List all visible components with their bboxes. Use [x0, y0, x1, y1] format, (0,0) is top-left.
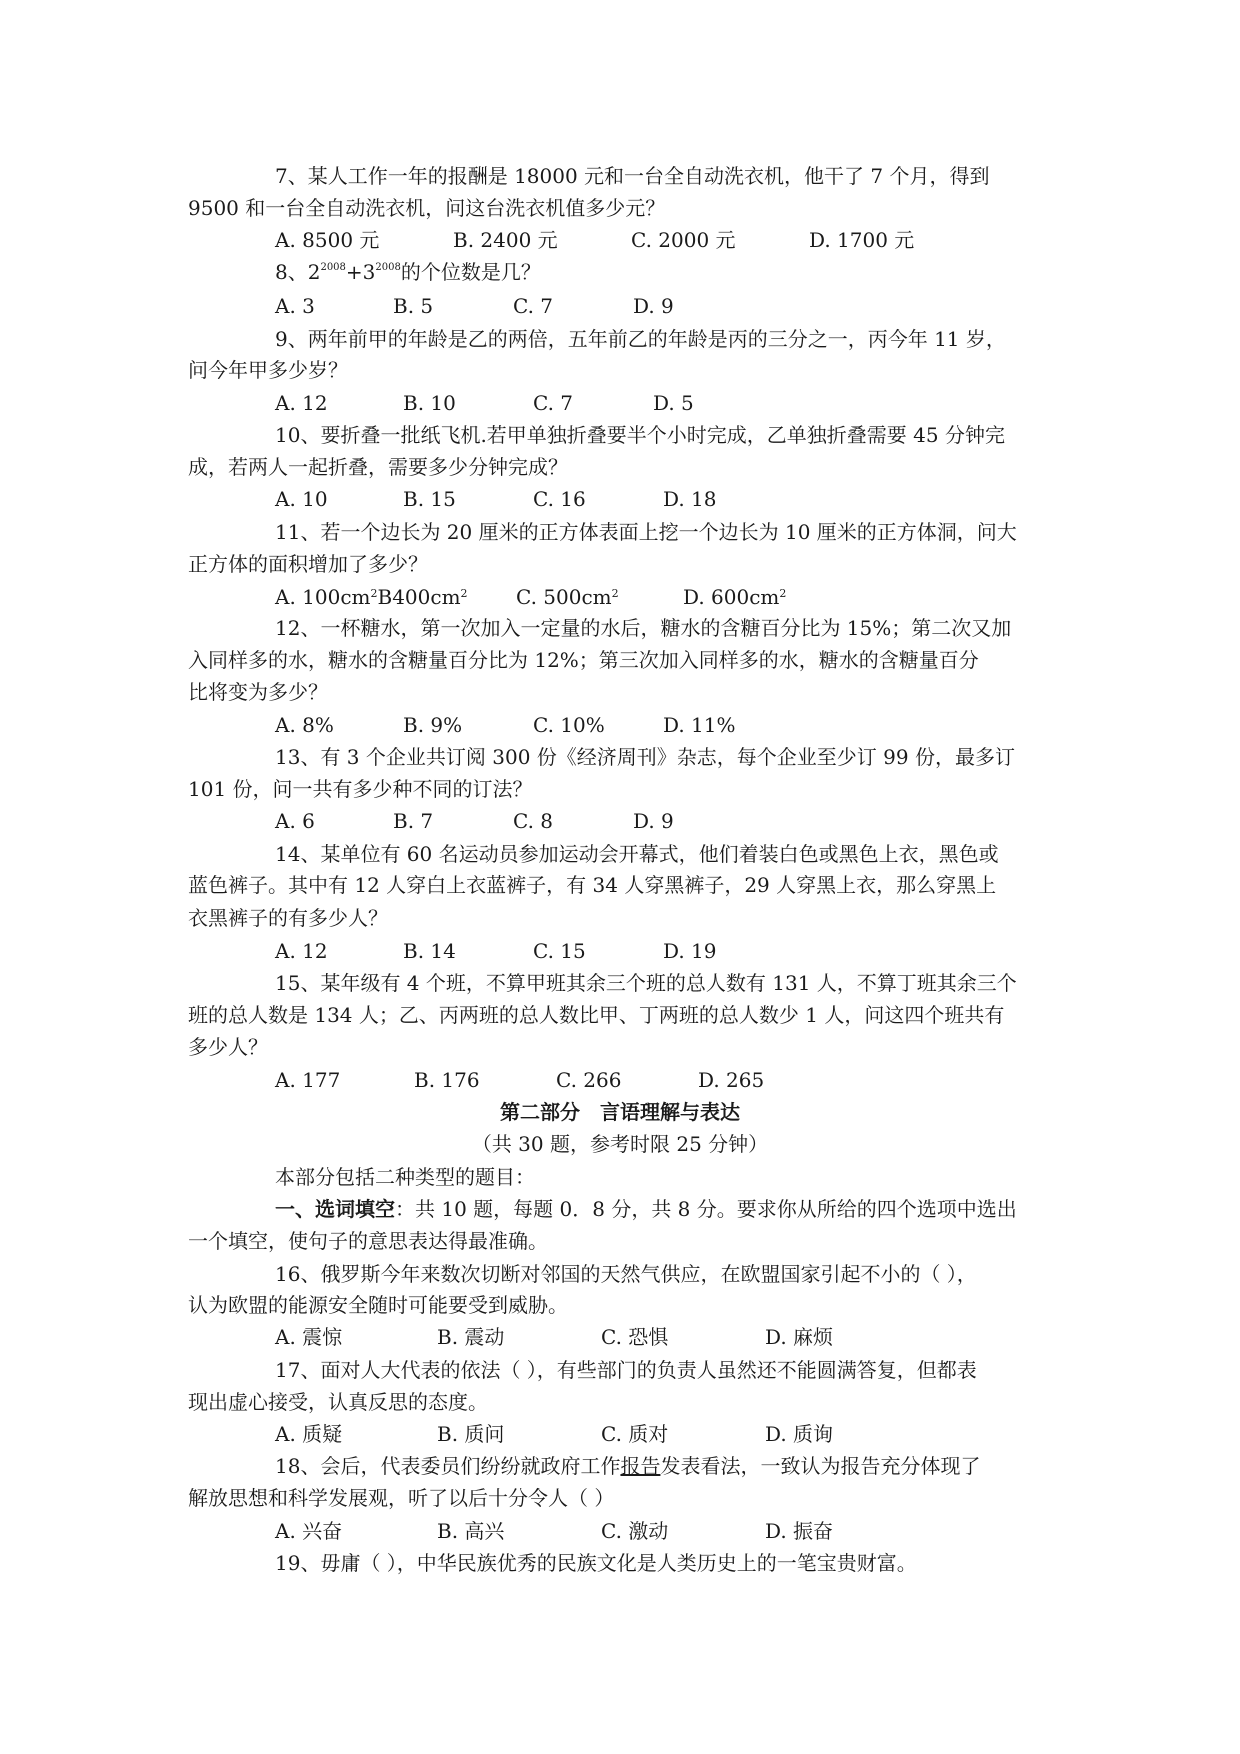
q12-option-d: D. 11% — [663, 713, 736, 737]
question-17-line-1: 17、面对人大代表的依法（ ），有些部门的负责人虽然还不能圆满答复，但都表 — [275, 1358, 977, 1382]
q9-option-d: D. 5 — [653, 391, 694, 415]
q16-option-b: B. 震动 — [437, 1325, 505, 1349]
q7-option-c: C. 2000 元 — [631, 228, 736, 252]
q11-option-c — [516, 583, 619, 611]
q18-option-c: C. 激动 — [601, 1519, 669, 1543]
question-18-line-1 — [275, 1452, 980, 1480]
q11-squared-a: 2 — [370, 587, 378, 600]
q7-option-b: B. 2400 元 — [453, 228, 558, 252]
part-two-intro: 本部分包括二种类型的题目： — [275, 1165, 535, 1189]
question-8-line-1 — [275, 258, 541, 286]
q8-exponent-1: 2008 — [320, 262, 346, 273]
q10-option-b: B. 15 — [403, 487, 456, 511]
q11-option-d — [683, 583, 786, 611]
q7-option-a: A. 8500 元 — [275, 228, 380, 252]
section-one-line-2: 一个填空，使句子的意思表达得最准确。 — [188, 1229, 548, 1253]
question-11-line-1: 11、若一个边长为 20 厘米的正方体表面上挖一个边长为 10 厘米的正方体洞，问大 — [275, 520, 1017, 544]
q11-option-c-text: C. 500cm — [516, 585, 612, 609]
question-15-line-1: 15、某年级有 4 个班，不算甲班其余三个班的总人数有 131 人，不算丁班其余三个 — [275, 971, 1017, 995]
q16-option-a: A. 震惊 — [275, 1325, 343, 1349]
question-18-line-2: 解放思想和科学发展观，听了以后十分令人（ ） — [188, 1486, 615, 1510]
q13-option-c: C. 8 — [513, 809, 554, 833]
q10-option-d: D. 18 — [663, 487, 717, 511]
q18-option-a: A. 兴奋 — [275, 1519, 343, 1543]
q14-option-d: D. 19 — [663, 939, 717, 963]
q18-text-after: 发表看法，一致认为报告充分体现了 — [660, 1454, 981, 1478]
question-16-line-1: 16、俄罗斯今年来数次切断对邻国的天然气供应，在欧盟国家引起不小的（ ）， — [275, 1262, 977, 1286]
q10-option-a: A. 10 — [275, 487, 328, 511]
q18-option-b: B. 高兴 — [437, 1519, 505, 1543]
q9-option-a: A. 12 — [275, 391, 328, 415]
q15-option-a: A. 177 — [275, 1068, 341, 1092]
question-7-line-1: 7、某人工作一年的报酬是 18000 元和一台全自动洗衣机，他干了 7 个月，得到 — [275, 164, 990, 188]
q14-option-a: A. 12 — [275, 939, 328, 963]
q11-squared-b: 2 — [460, 587, 468, 600]
q10-option-c: C. 16 — [533, 487, 586, 511]
q18-underlined-word: 报告 — [620, 1454, 661, 1478]
q11-squared-c: 2 — [611, 587, 619, 600]
question-17-line-2: 现出虚心接受，认真反思的态度。 — [188, 1390, 488, 1414]
q7-option-d: D. 1700 元 — [809, 228, 915, 252]
q9-option-b: B. 10 — [403, 391, 456, 415]
question-19-line-1: 19、毋庸（ ），中华民族优秀的民族文化是人类历史上的一笔宝贵财富。 — [275, 1551, 917, 1575]
question-14-line-1: 14、某单位有 60 名运动员参加运动会开幕式，他们着装白色或黑色上衣，黑色或 — [275, 842, 999, 866]
question-15-line-3: 多少人？ — [188, 1035, 268, 1059]
q8-option-a: A. 3 — [275, 294, 315, 318]
q8-option-d: D. 9 — [633, 294, 674, 318]
q15-option-b: B. 176 — [414, 1068, 480, 1092]
q8-mid: +3 — [345, 260, 376, 284]
part-two-title: 第二部分 言语理解与表达 — [500, 1100, 740, 1124]
q14-option-b: B. 14 — [403, 939, 456, 963]
q17-option-c: C. 质对 — [601, 1422, 669, 1446]
question-12-line-3: 比将变为多少？ — [188, 680, 328, 704]
question-10-line-1: 10、要折叠一批纸飞机.若甲单独折叠要半个小时完成，乙单独折叠需要 45 分钟完 — [275, 423, 1005, 447]
question-7-line-2: 9500 和一台全自动洗衣机，问这台洗衣机值多少元？ — [188, 196, 666, 220]
q8-option-b: B. 5 — [393, 294, 434, 318]
q12-option-b: B. 9% — [403, 713, 463, 737]
q8-option-c: C. 7 — [513, 294, 554, 318]
q11-option-a: A. 100cm — [275, 585, 371, 609]
q18-option-d: D. 振奋 — [765, 1519, 834, 1543]
q11-option-b: B400cm — [377, 585, 461, 609]
q13-option-d: D. 9 — [633, 809, 674, 833]
q9-option-c: C. 7 — [533, 391, 574, 415]
question-13-line-1: 13、有 3 个企业共订阅 300 份《经济周刊》杂志，每个企业至少订 99 份，最多订 — [275, 745, 1015, 769]
q16-option-c: C. 恐惧 — [601, 1325, 669, 1349]
q18-text-before: 18、会后，代表委员们纷纷就政府工作 — [275, 1454, 621, 1478]
section-one-label: 一、选词填空 — [275, 1197, 395, 1221]
q17-option-b: B. 质问 — [437, 1422, 505, 1446]
question-14-line-3: 衣黑裤子的有多少人？ — [188, 906, 388, 930]
q15-option-c: C. 266 — [556, 1068, 622, 1092]
q17-option-d: D. 质询 — [765, 1422, 834, 1446]
question-13-line-2: 101 份，问一共有多少种不同的订法？ — [188, 777, 533, 801]
part-two-subtitle: （共 30 题，参考时限 25 分钟） — [471, 1132, 769, 1156]
question-12-line-2: 入同样多的水，糖水的含糖量百分比为 12%；第三次加入同样多的水，糖水的含糖量百分 — [188, 648, 979, 672]
q8-exponent-2: 2008 — [375, 262, 401, 273]
q11-option-d-text: D. 600cm — [683, 585, 780, 609]
q13-option-a: A. 6 — [275, 809, 315, 833]
q17-option-a: A. 质疑 — [275, 1422, 343, 1446]
question-11-line-2: 正方体的面积增加了多少？ — [188, 552, 428, 576]
q11-squared-d: 2 — [779, 587, 787, 600]
q13-option-b: B. 7 — [393, 809, 434, 833]
question-9-line-1: 9、两年前甲的年龄是乙的两倍，五年前乙的年龄是丙的三分之一，丙今年 11 岁， — [275, 327, 1006, 351]
question-9-line-2: 问今年甲多少岁？ — [188, 358, 348, 382]
q8-prefix: 8、2 — [275, 260, 321, 284]
section-one-text: ：共 10 题，每题 0．8 分，共 8 分。要求你从所给的四个选项中选出 — [395, 1197, 1017, 1221]
question-14-line-2: 蓝色裤子。其中有 12 人穿白上衣蓝裤子，有 34 人穿黑裤子，29 人穿黑上衣，那么穿黑上 — [188, 873, 997, 897]
q15-option-d: D. 265 — [698, 1068, 765, 1092]
q16-option-d: D. 麻烦 — [765, 1325, 834, 1349]
q11-option-a-b — [275, 583, 468, 611]
q12-option-a: A. 8% — [275, 713, 334, 737]
question-10-line-2: 成，若两人一起折叠，需要多少分钟完成？ — [188, 455, 568, 479]
question-15-line-2: 班的总人数是 134 人；乙、丙两班的总人数比甲、丁两班的总人数少 1 人，问这四个班共有 — [188, 1003, 1005, 1027]
q14-option-c: C. 15 — [533, 939, 586, 963]
question-12-line-1: 12、一杯糖水，第一次加入一定量的水后，糖水的含糖百分比为 15%；第二次又加 — [275, 616, 1012, 640]
section-one-line-1 — [275, 1195, 1017, 1223]
q12-option-c: C. 10% — [533, 713, 605, 737]
question-16-line-2: 认为欧盟的能源安全随时可能要受到威胁。 — [188, 1293, 568, 1317]
q8-suffix: 的个位数是几？ — [400, 260, 541, 284]
